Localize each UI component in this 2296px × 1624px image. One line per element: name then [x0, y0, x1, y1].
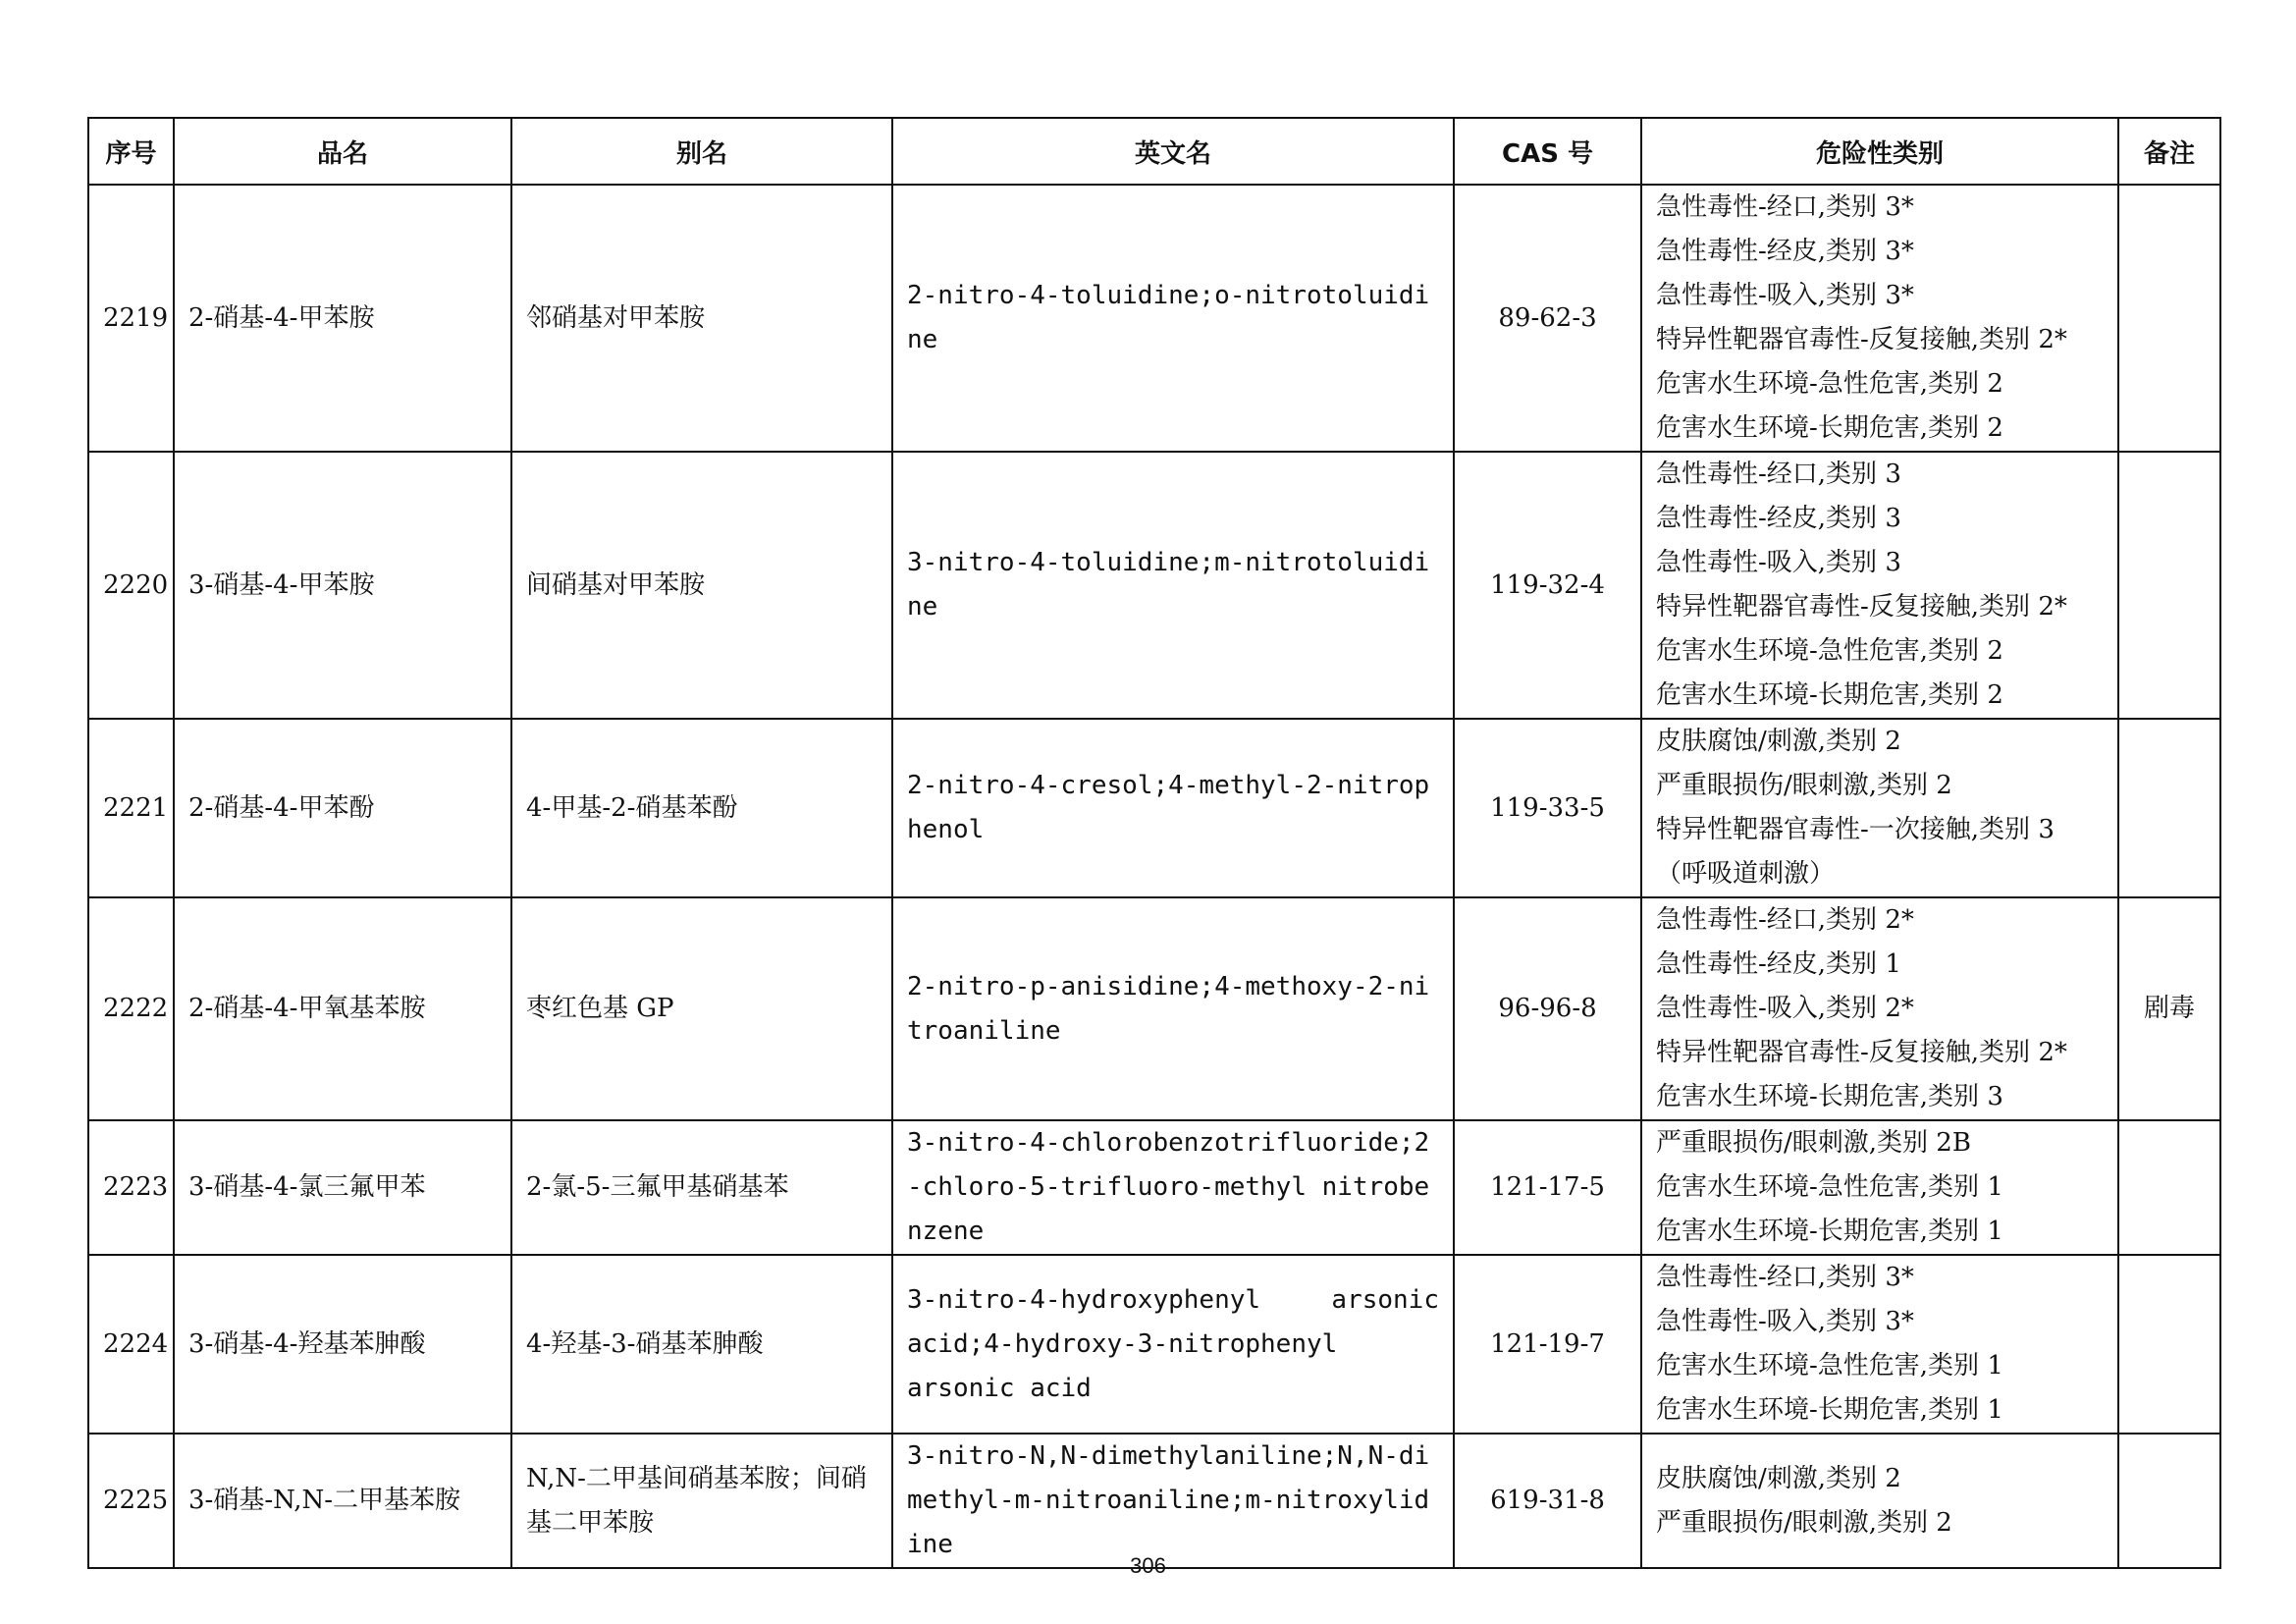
cell-note	[2118, 1120, 2220, 1255]
hazard-line: 急性毒性-吸入,类别 2*	[1656, 994, 1914, 1023]
cell-cas: 89-62-3	[1454, 185, 1641, 452]
table-row	[88, 1255, 2220, 1434]
cell-cas: 119-32-4	[1454, 452, 1641, 719]
cell-num: 2220	[88, 452, 174, 719]
cell-name: 3-硝基-4-氯三氟甲苯	[174, 1120, 511, 1255]
table-row	[88, 185, 2220, 452]
cell-name: 3-硝基-N,N-二甲基苯胺	[174, 1434, 511, 1568]
hazard-line: 危害水生环境-急性危害,类别 2	[1656, 636, 2003, 666]
table-row	[88, 719, 2220, 897]
hazard-line: 急性毒性-吸入,类别 3*	[1656, 281, 1914, 310]
cell-hazard	[1641, 185, 2118, 452]
cell-english: 2-nitro-4-cresol;4-methyl-2-nitrophenol	[892, 719, 1454, 897]
hazard-line: 危害水生环境-急性危害,类别 2	[1656, 369, 2003, 399]
cell-note	[2118, 185, 2220, 452]
cell-alias: 邻硝基对甲苯胺	[511, 185, 892, 452]
chemical-table	[87, 117, 2221, 1569]
hazard-line: 急性毒性-吸入,类别 3*	[1656, 1307, 1914, 1336]
cell-cas: 619-31-8	[1454, 1434, 1641, 1568]
hazard-line: 急性毒性-经口,类别 3*	[1656, 1263, 1914, 1292]
cell-cas: 121-19-7	[1454, 1255, 1641, 1434]
cell-name: 3-硝基-4-甲苯胺	[174, 452, 511, 719]
cell-alias: 枣红色基 GP	[511, 897, 892, 1120]
cell-name: 2-硝基-4-甲氧基苯胺	[174, 897, 511, 1120]
cell-num: 2221	[88, 719, 174, 897]
cell-cas: 121-17-5	[1454, 1120, 1641, 1255]
cell-name: 2-硝基-4-甲苯酚	[174, 719, 511, 897]
table-row	[88, 1120, 2220, 1255]
hazard-line: 急性毒性-吸入,类别 3	[1656, 548, 1901, 577]
cell-cas: 96-96-8	[1454, 897, 1641, 1120]
cell-note: 剧毒	[2118, 897, 2220, 1120]
hazard-line: 特异性靶器官毒性-反复接触,类别 2*	[1656, 325, 2067, 354]
cell-name: 2-硝基-4-甲苯胺	[174, 185, 511, 452]
hazard-line: 急性毒性-经皮,类别 3	[1656, 504, 1901, 533]
cell-alias: 4-甲基-2-硝基苯酚	[511, 719, 892, 897]
table-row	[88, 1434, 2220, 1568]
cell-alias: 2-氯-5-三氟甲基硝基苯	[511, 1120, 892, 1255]
hazard-line: 急性毒性-经皮,类别 3*	[1656, 237, 1914, 266]
header-english: 英文名	[892, 118, 1454, 185]
hazard-line: 危害水生环境-长期危害,类别 1	[1656, 1217, 2003, 1246]
cell-num: 2224	[88, 1255, 174, 1434]
hazard-line: 严重眼损伤/眼刺激,类别 2	[1656, 771, 1952, 800]
cell-alias: 间硝基对甲苯胺	[511, 452, 892, 719]
hazard-line: 危害水生环境-长期危害,类别 1	[1656, 1395, 2003, 1425]
hazard-line: 急性毒性-经皮,类别 1	[1656, 949, 1901, 979]
cell-note	[2118, 719, 2220, 897]
hazard-line: 特异性靶器官毒性-一次接触,类别 3	[1656, 815, 2055, 844]
cell-english: 3-nitro-4-toluidine;m-nitrotoluidine	[892, 452, 1454, 719]
cell-cas: 119-33-5	[1454, 719, 1641, 897]
cell-hazard	[1641, 1120, 2118, 1255]
table-header-row	[88, 118, 2220, 185]
cell-english: 3-nitro-4-chlorobenzotrifluoride;2-chloro-5-trifluoro-methyl nitrobenzene	[892, 1120, 1454, 1255]
hazard-line: 严重眼损伤/眼刺激,类别 2B	[1656, 1128, 1971, 1158]
cell-english: 2-nitro-p-anisidine;4-methoxy-2-nitroaniline	[892, 897, 1454, 1120]
cell-num: 2223	[88, 1120, 174, 1255]
cell-hazard	[1641, 1255, 2118, 1434]
cell-name: 3-硝基-4-羟基苯胂酸	[174, 1255, 511, 1434]
hazard-line: 皮肤腐蚀/刺激,类别 2	[1656, 1463, 1901, 1493]
hazard-line: 急性毒性-经口,类别 3	[1656, 460, 1901, 489]
hazard-line: 危害水生环境-急性危害,类别 1	[1656, 1172, 2003, 1202]
cell-english: 2-nitro-4-toluidine;o-nitrotoluidine	[892, 185, 1454, 452]
cell-hazard	[1641, 897, 2118, 1120]
cell-note	[2118, 452, 2220, 719]
hazard-line: 严重眼损伤/眼刺激,类别 2	[1656, 1507, 1952, 1538]
cell-hazard	[1641, 452, 2118, 719]
header-note: 备注	[2118, 118, 2220, 185]
cell-english: 3-nitro-N,N-dimethylaniline;N,N-dimethyl-m-nitroaniline;m-nitroxylidine	[892, 1434, 1454, 1568]
table-row	[88, 897, 2220, 1120]
cell-alias: 4-羟基-3-硝基苯胂酸	[511, 1255, 892, 1434]
cell-note	[2118, 1434, 2220, 1568]
header-alias: 别名	[511, 118, 892, 185]
header-cas: CAS 号	[1454, 118, 1641, 185]
cell-note	[2118, 1255, 2220, 1434]
hazard-line: 危害水生环境-长期危害,类别 3	[1656, 1082, 2003, 1111]
hazard-line: （呼吸道刺激）	[1656, 859, 1836, 889]
hazard-line: 特异性靶器官毒性-反复接触,类别 2*	[1656, 1038, 2067, 1067]
hazard-line: 急性毒性-经口,类别 2*	[1656, 905, 1914, 935]
header-num: 序号	[88, 118, 174, 185]
header-name: 品名	[174, 118, 511, 185]
header-hazard: 危险性类别	[1641, 118, 2118, 185]
cell-num: 2222	[88, 897, 174, 1120]
cell-num: 2225	[88, 1434, 174, 1568]
cell-hazard	[1641, 719, 2118, 897]
page-number: 306	[1130, 1553, 1166, 1578]
hazard-line: 危害水生环境-长期危害,类别 2	[1656, 680, 2003, 710]
hazard-line: 危害水生环境-长期危害,类别 2	[1656, 413, 2003, 443]
cell-english: 3-nitro-4-hydroxyphenyl arsonic acid;4-hydroxy-3-nitrophenyl arsonic acid	[892, 1255, 1454, 1434]
hazard-line: 急性毒性-经口,类别 3*	[1656, 192, 1914, 222]
hazard-line: 特异性靶器官毒性-反复接触,类别 2*	[1656, 592, 2067, 622]
cell-num: 2219	[88, 185, 174, 452]
table-row	[88, 452, 2220, 719]
cell-alias: N,N-二甲基间硝基苯胺；间硝基二甲苯胺	[511, 1434, 892, 1568]
hazard-line: 皮肤腐蚀/刺激,类别 2	[1656, 727, 1901, 756]
cell-hazard	[1641, 1434, 2118, 1568]
hazard-line: 危害水生环境-急性危害,类别 1	[1656, 1351, 2003, 1380]
